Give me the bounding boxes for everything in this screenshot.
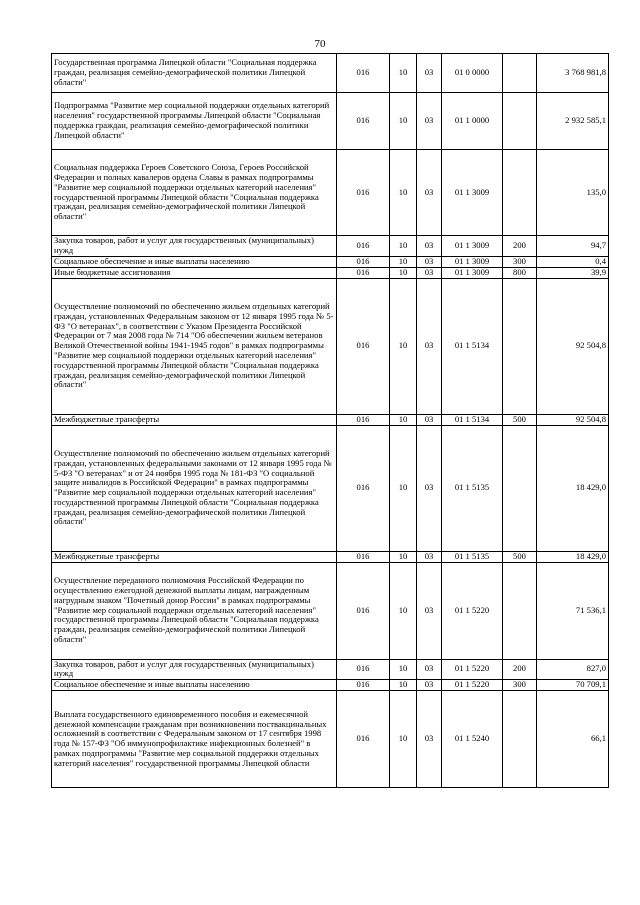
- amount-cell: 92 504,8: [537, 278, 609, 414]
- subsection-code-cell: 03: [417, 414, 442, 425]
- amount-cell: 39,9: [537, 267, 609, 278]
- section-code-cell: 10: [390, 659, 417, 680]
- table-row: [52, 256, 609, 267]
- expense-type-cell: 800: [503, 267, 537, 278]
- expense-type-cell: 500: [503, 551, 537, 562]
- target-code-cell: 01 1 5134: [442, 414, 503, 425]
- section-code-cell: 10: [390, 551, 417, 562]
- row-name-cell: Закупка товаров, работ и услуг для государственных (муниципальных) нужд: [52, 659, 337, 680]
- expense-type-cell: 200: [503, 659, 537, 680]
- table-row: [52, 691, 609, 788]
- row-name-cell: Выплата государственного единовременного пособия и ежемесячной денежной компенсации гражданам при возникновении поствакцинальных осложнений в соответствии с Федеральным законом от 17 сентября 1998 года № 157-ФЗ "Об иммунопрофилактике инфекционных болезней" в рамках подпрограммы "Развитие мер социальной поддержки отдельных категорий населения" государственной программы Липецкой области: [52, 691, 337, 788]
- amount-cell: 70 709,1: [537, 680, 609, 691]
- section-code-cell: 10: [390, 93, 417, 150]
- admin-code-cell: 016: [337, 691, 390, 788]
- subsection-code-cell: 03: [417, 691, 442, 788]
- admin-code-cell: 016: [337, 54, 390, 93]
- row-name-cell: Иные бюджетные ассигнования: [52, 267, 337, 278]
- amount-cell: 92 504,8: [537, 414, 609, 425]
- table-row: [52, 551, 609, 562]
- expense-type-cell: [503, 425, 537, 551]
- subsection-code-cell: 03: [417, 256, 442, 267]
- expense-type-cell: 300: [503, 256, 537, 267]
- page-number: 70: [314, 38, 326, 50]
- row-name-cell: Социальное обеспечение и иные выплаты населению: [52, 680, 337, 691]
- target-code-cell: 01 1 5220: [442, 562, 503, 659]
- admin-code-cell: 016: [337, 236, 390, 257]
- subsection-code-cell: 03: [417, 425, 442, 551]
- admin-code-cell: 016: [337, 425, 390, 551]
- subsection-code-cell: 03: [417, 659, 442, 680]
- section-code-cell: 10: [390, 54, 417, 93]
- admin-code-cell: 016: [337, 562, 390, 659]
- row-name-cell: Осуществление полномочий по обеспечению жильем отдельных категорий граждан, установленных федеральными законами от 12 января 1995 года № 5-ФЗ "О ветеранах" и от 24 ноября 1995 года № 181-ФЗ "О социальной защите инвалидов в Российской Федерации" в рамках подпрограммы "Развитие мер социальной поддержки отдельных категорий населения" государственной программы Липецкой области "Социальная поддержка граждан, реализация семейно-демографической политики Липецкой области": [52, 425, 337, 551]
- budget-table: [51, 53, 609, 788]
- subsection-code-cell: 03: [417, 150, 442, 236]
- table-row: [52, 267, 609, 278]
- table-row: [52, 93, 609, 150]
- expense-type-cell: [503, 278, 537, 414]
- target-code-cell: 01 1 5220: [442, 659, 503, 680]
- table-row: [52, 236, 609, 257]
- admin-code-cell: 016: [337, 150, 390, 236]
- expense-type-cell: [503, 562, 537, 659]
- section-code-cell: 10: [390, 278, 417, 414]
- expense-type-cell: 500: [503, 414, 537, 425]
- row-name-cell: Осуществление полномочий по обеспечению жильем отдельных категорий граждан, установленных Федеральным законом от 12 января 1995 года № 5-ФЗ "О ветеранах", в соответствии с Указом Президента Российской Федерации от 7 мая 2008 года № 714 "Об обеспечении жильем ветеранов Великой Отечественной войны 1941-1945 годов" в рамках подпрограммы "Развитие мер социальной поддержки отдельных категорий населения" государственной программы Липецкой области "Социальная поддержка граждан, реализация семейно-демографической политики Липецкой области": [52, 278, 337, 414]
- expense-type-cell: [503, 54, 537, 93]
- table-row: [52, 562, 609, 659]
- table-row: [52, 680, 609, 691]
- section-code-cell: 10: [390, 256, 417, 267]
- admin-code-cell: 016: [337, 278, 390, 414]
- admin-code-cell: 016: [337, 680, 390, 691]
- table-row: [52, 150, 609, 236]
- subsection-code-cell: 03: [417, 54, 442, 93]
- row-name-cell: Социальное обеспечение и иные выплаты населению: [52, 256, 337, 267]
- amount-cell: 2 932 585,1: [537, 93, 609, 150]
- amount-cell: 827,0: [537, 659, 609, 680]
- expense-type-cell: 300: [503, 680, 537, 691]
- amount-cell: 135,0: [537, 150, 609, 236]
- target-code-cell: 01 0 0000: [442, 54, 503, 93]
- subsection-code-cell: 03: [417, 278, 442, 414]
- section-code-cell: 10: [390, 414, 417, 425]
- target-code-cell: 01 1 5240: [442, 691, 503, 788]
- target-code-cell: 01 1 3009: [442, 256, 503, 267]
- target-code-cell: 01 1 5135: [442, 425, 503, 551]
- table-row: [52, 54, 609, 93]
- target-code-cell: 01 1 0000: [442, 93, 503, 150]
- table-row: [52, 425, 609, 551]
- expense-type-cell: 200: [503, 236, 537, 257]
- target-code-cell: 01 1 3009: [442, 236, 503, 257]
- section-code-cell: 10: [390, 680, 417, 691]
- subsection-code-cell: 03: [417, 267, 442, 278]
- amount-cell: 66,1: [537, 691, 609, 788]
- subsection-code-cell: 03: [417, 551, 442, 562]
- subsection-code-cell: 03: [417, 93, 442, 150]
- section-code-cell: 10: [390, 236, 417, 257]
- admin-code-cell: 016: [337, 256, 390, 267]
- target-code-cell: 01 1 5220: [442, 680, 503, 691]
- admin-code-cell: 016: [337, 551, 390, 562]
- row-name-cell: Подпрограмма "Развитие мер социальной поддержки отдельных категорий населения" государственной программы Липецкой области "Социальная поддержка граждан, реализация семейно-демографической политики Липецкой области": [52, 93, 337, 150]
- subsection-code-cell: 03: [417, 236, 442, 257]
- section-code-cell: 10: [390, 691, 417, 788]
- section-code-cell: 10: [390, 267, 417, 278]
- section-code-cell: 10: [390, 150, 417, 236]
- target-code-cell: 01 1 3009: [442, 150, 503, 236]
- row-name-cell: Осуществление переданного полномочия Российской Федерации по осуществлению ежегодной денежной выплаты лицам, награжденным нагрудным знаком "Почетный донор России" в рамках подпрограммы "Развитие мер социальной поддержки отдельных категорий населения" государственной программы Липецкой области "Социальная поддержка граждан, реализация семейно-демографической политики Липецкой области": [52, 562, 337, 659]
- row-name-cell: Государственная программа Липецкой области "Социальная поддержка граждан, реализация семейно-демографической политики Липецкой области": [52, 54, 337, 93]
- expense-type-cell: [503, 691, 537, 788]
- admin-code-cell: 016: [337, 267, 390, 278]
- expense-type-cell: [503, 93, 537, 150]
- target-code-cell: 01 1 5135: [442, 551, 503, 562]
- target-code-cell: 01 1 5134: [442, 278, 503, 414]
- amount-cell: 18 429,0: [537, 425, 609, 551]
- admin-code-cell: 016: [337, 414, 390, 425]
- table-row: [52, 278, 609, 414]
- amount-cell: 3 768 981,8: [537, 54, 609, 93]
- subsection-code-cell: 03: [417, 562, 442, 659]
- amount-cell: 71 536,1: [537, 562, 609, 659]
- subsection-code-cell: 03: [417, 680, 442, 691]
- row-name-cell: Закупка товаров, работ и услуг для государственных (муниципальных) нужд: [52, 236, 337, 257]
- row-name-cell: Межбюджетные трансферты: [52, 414, 337, 425]
- amount-cell: 0,4: [537, 256, 609, 267]
- amount-cell: 18 429,0: [537, 551, 609, 562]
- section-code-cell: 10: [390, 562, 417, 659]
- admin-code-cell: 016: [337, 659, 390, 680]
- section-code-cell: 10: [390, 425, 417, 551]
- table-row: [52, 414, 609, 425]
- target-code-cell: 01 1 3009: [442, 267, 503, 278]
- row-name-cell: Социальная поддержка Героев Советского Союза, Героев Российской Федерации и полных кавалеров ордена Славы в рамках подпрограммы "Развитие мер социальной поддержки отдельных категорий населения" государственной программы Липецкой области "Социальная поддержка граждан, реализация семейно-демографической политики Липецкой области": [52, 150, 337, 236]
- table-row: [52, 659, 609, 680]
- amount-cell: 94,7: [537, 236, 609, 257]
- admin-code-cell: 016: [337, 93, 390, 150]
- row-name-cell: Межбюджетные трансферты: [52, 551, 337, 562]
- budget-table-body: [52, 54, 609, 788]
- expense-type-cell: [503, 150, 537, 236]
